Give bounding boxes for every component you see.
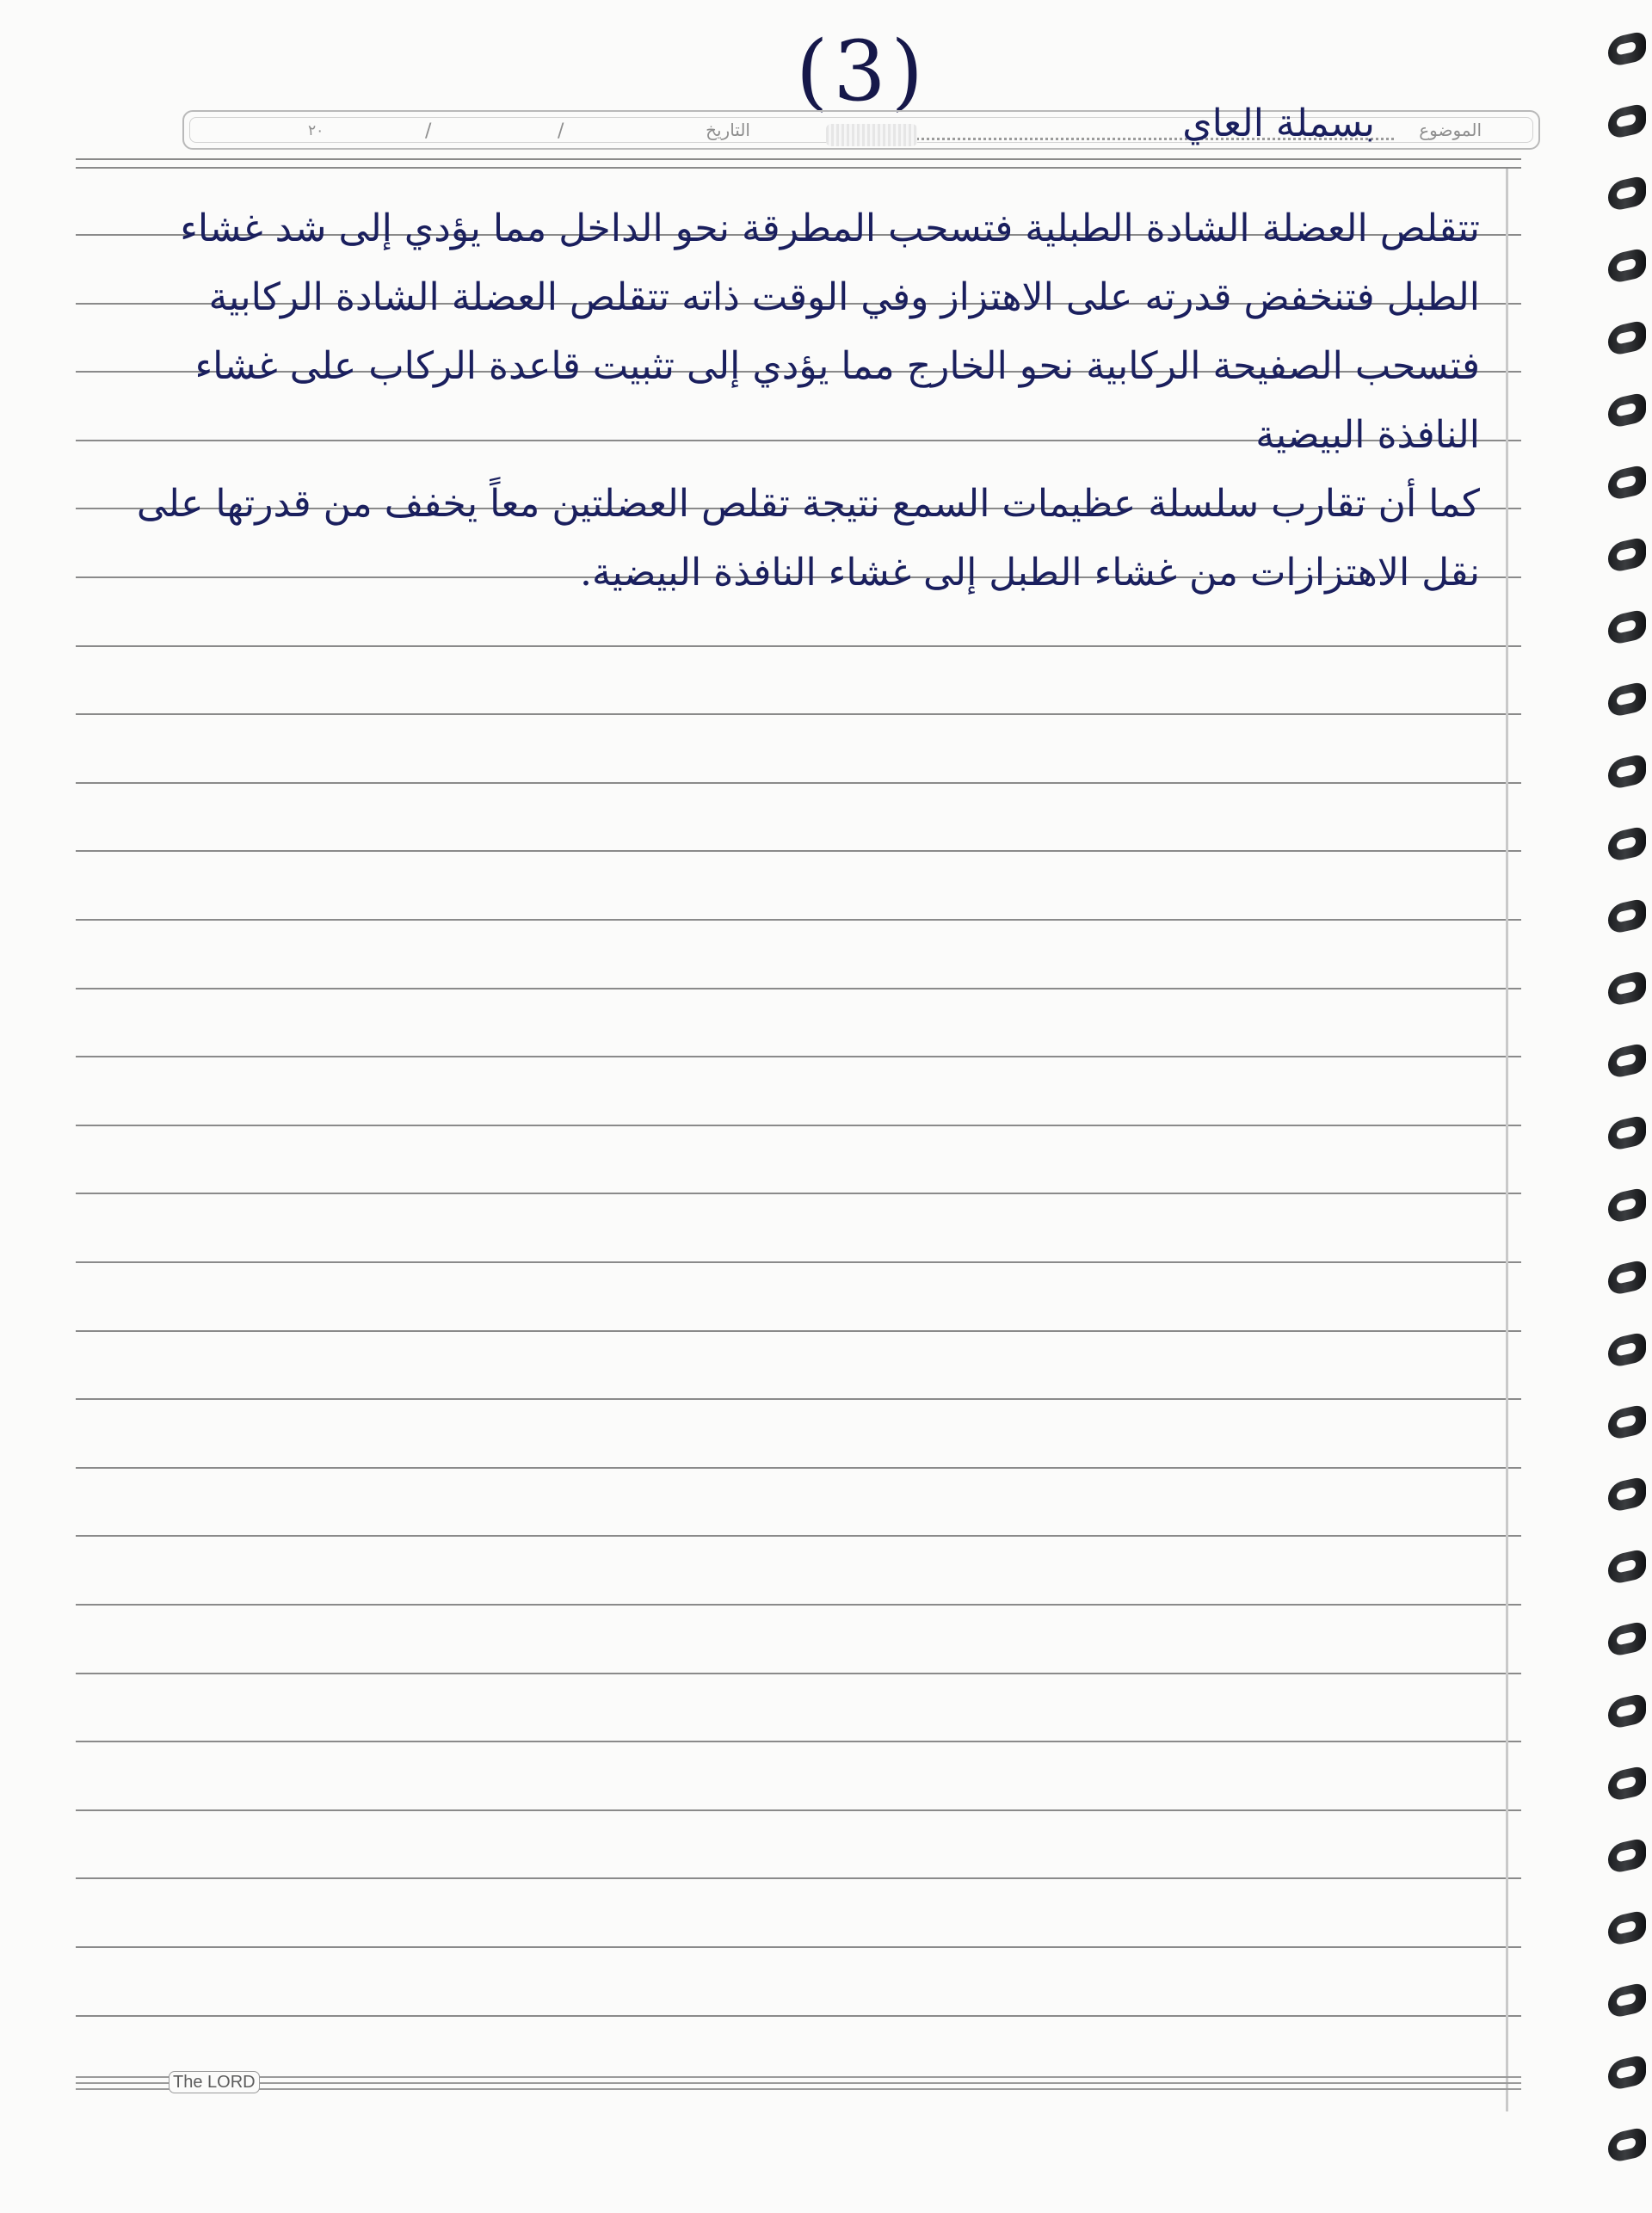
spiral-coil [1608, 1982, 1646, 2019]
ruled-line [76, 1877, 1521, 1879]
spiral-coil [1608, 1692, 1646, 1729]
spiral-coil [1608, 1403, 1646, 1440]
spiral-coil [1608, 825, 1646, 862]
ruled-line [76, 782, 1521, 784]
spiral-coil [1608, 1331, 1646, 1368]
subject-label: الموضوع [1419, 120, 1482, 140]
header-rule [76, 158, 1521, 160]
ruled-line [76, 919, 1521, 921]
header-rule [76, 167, 1521, 169]
margin-line [1506, 169, 1508, 2111]
spiral-coil [1608, 1909, 1646, 1946]
ruled-line [76, 1741, 1521, 1742]
ruled-line [76, 1604, 1521, 1606]
spiral-coil [1608, 536, 1646, 573]
footer-rule [76, 2076, 1521, 2078]
ruled-line [76, 1330, 1521, 1332]
spiral-coil [1608, 1548, 1646, 1585]
ruled-line [76, 1946, 1521, 1948]
ruled-line [76, 1809, 1521, 1811]
ruled-line [76, 713, 1521, 715]
spiral-coil [1608, 681, 1646, 718]
handwritten-paragraph: كما أن تقارب سلسلة عظيمات السمع نتيجة تقلص العضلتين معاً يخفف من قدرتها على نقل الاهتزازات من غشاء الطبل إلى غشاء النافذة البيضية. [136, 482, 1480, 595]
ruled-line [76, 2015, 1521, 2017]
ruled-line [76, 1467, 1521, 1469]
handwritten-paragraph: تتقلص العضلة الشادة الطبلية فتسحب المطرقة نحو الداخل مما يؤدي إلى شد غشاء الطبل فتنخفض قدرته على الاهتزاز وفي الوقت ذاته تتقلص العضلة الشادة الركابية فتسحب الصفيحة الركابية نحو الخارج مما يؤدي إلى تثبيت قاعدة الركاب على غشاء النافذة البيضية [180, 207, 1480, 457]
spiral-coil [1608, 1837, 1646, 1874]
brand-stamp [826, 124, 917, 146]
spiral-coil [1608, 753, 1646, 790]
spiral-coil [1608, 30, 1646, 67]
spiral-coil [1608, 102, 1646, 139]
spiral-coil [1608, 1042, 1646, 1079]
ruled-line [76, 1193, 1521, 1194]
ruled-line [76, 850, 1521, 852]
ruled-line [76, 1125, 1521, 1126]
year-prefix: ٢٠ [308, 122, 324, 139]
ruled-line [76, 988, 1521, 989]
spiral-coil [1608, 247, 1646, 284]
ruled-line [76, 1056, 1521, 1057]
spiral-binding [1596, 0, 1652, 2213]
spiral-coil [1608, 464, 1646, 501]
spiral-coil [1608, 1620, 1646, 1657]
spiral-coil [1608, 608, 1646, 645]
spiral-coil [1608, 175, 1646, 212]
brand-label: The LORD [169, 2071, 260, 2093]
date-separator: / [558, 120, 564, 142]
page-number: (3) [796, 23, 928, 120]
ruled-line [76, 1398, 1521, 1400]
spiral-coil [1608, 1187, 1646, 1224]
spiral-coil [1608, 2126, 1646, 2163]
footer-rule [76, 2082, 1521, 2084]
spiral-coil [1608, 319, 1646, 356]
ruled-line [76, 1261, 1521, 1263]
spiral-coil [1608, 1765, 1646, 1802]
date-label: التاريخ [706, 120, 750, 140]
spiral-coil [1608, 2054, 1646, 2091]
spiral-coil [1608, 897, 1646, 934]
spiral-coil [1608, 970, 1646, 1007]
spiral-coil [1608, 1114, 1646, 1151]
footer-rule [76, 2088, 1521, 2090]
ruled-line [76, 1673, 1521, 1674]
subject-value: بسملة العاي [1182, 102, 1375, 145]
spiral-coil [1608, 1259, 1646, 1296]
spiral-coil [1608, 391, 1646, 428]
date-separator: / [425, 120, 432, 142]
ruled-line [76, 1535, 1521, 1537]
ruled-line [76, 645, 1521, 647]
spiral-coil [1608, 1476, 1646, 1513]
